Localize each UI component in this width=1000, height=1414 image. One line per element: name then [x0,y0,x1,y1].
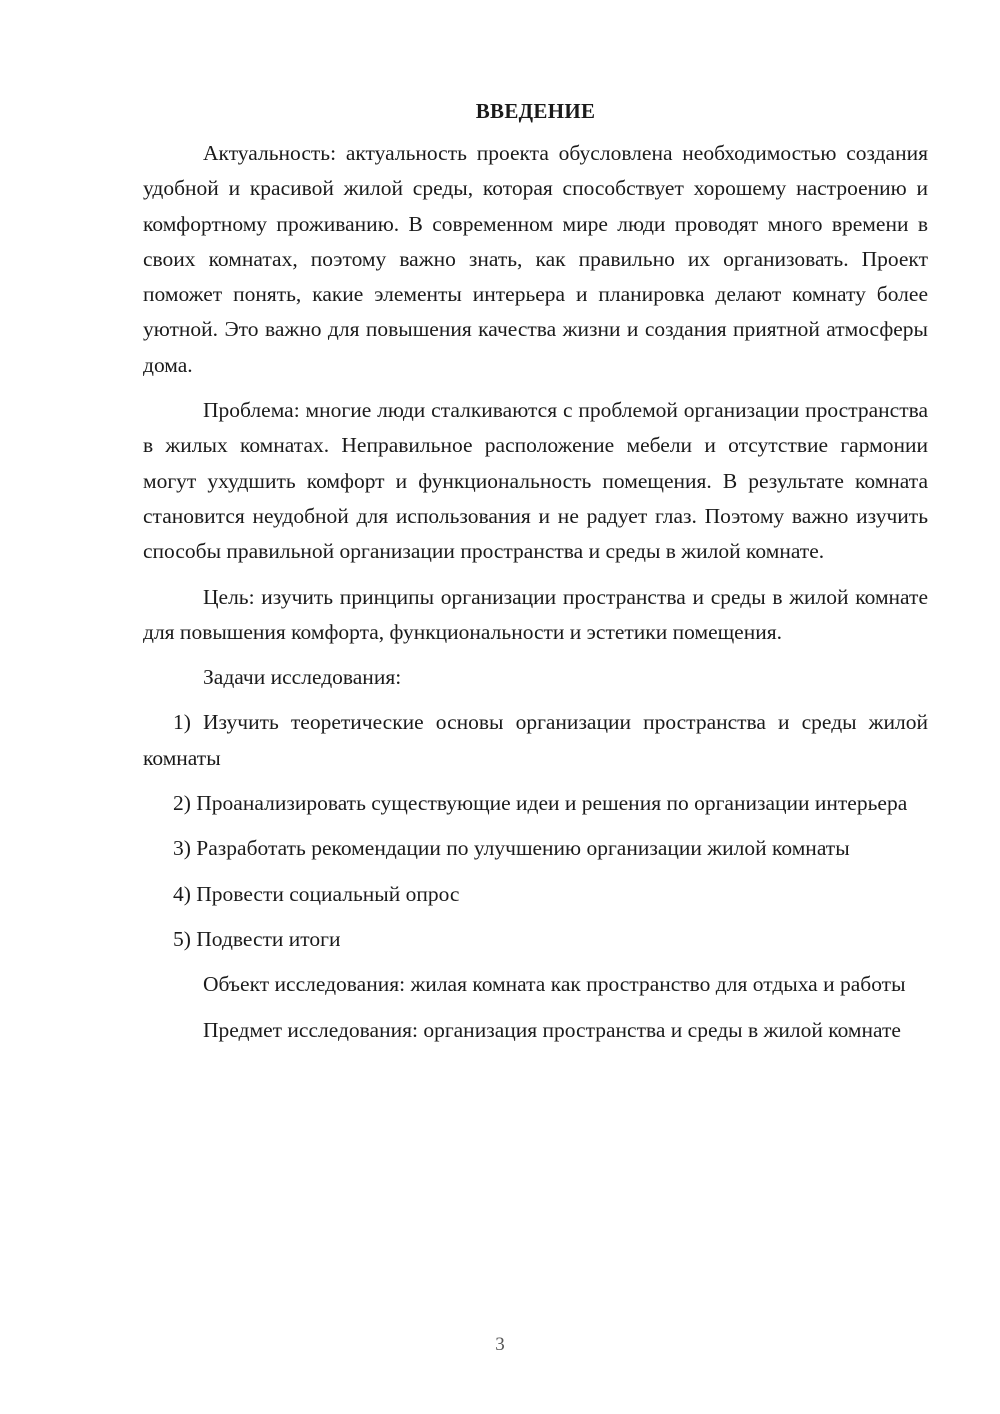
document-page [143,96,928,1058]
paragraph-object: Объект исследования: жилая комната как пространство для отдыха и работы [203,972,906,997]
page-title: ВВЕДЕНИЕ [475,99,596,123]
task-item-1: 1) Изучить теоретические основы организации пространства и среды жилой комнаты [143,710,928,770]
task-item-2: 2) Проанализировать существующие идеи и решения по организации интерьера [173,791,908,816]
paragraph-relevance: Актуальность: актуальность проекта обусловлена необходимостью создания удобной и красивой жилой среды, которая способствует хорошему настроению и комфортному проживанию. В современном мире люди проводят много времени в своих комнатах, поэтому важно знать, как правильно их организовать. Проект поможет понять, какие элементы интерьера и планировка делают комнату более уютной. Это важно для повышения качества жизни и создания приятной атмосферы дома. [143,141,928,377]
page-number: 3 [495,1334,505,1355]
paragraph-goal: Цель: изучить принципы организации пространства и среды в жилой комнате для повышения комфорта, функциональности и эстетики помещения. [143,584,928,644]
task-item-5: 5) Подвести итоги [173,926,341,951]
paragraph-problem: Проблема: многие люди сталкиваются с проблемой организации пространства в жилых комнатах. Неправильное расположение мебели и отсутствие гармонии могут ухудшить комфорт и функциональность помещения. В результате комната становится неудобной для использования и не радует глаз. Поэтому важно изучить способы правильной организации пространства и среды в жилой комнате. [143,398,928,564]
task-item-4: 4) Провести социальный опрос [173,881,460,906]
task-item-3: 3) Разработать рекомендации по улучшению организации жилой комнаты [173,836,850,861]
paragraph-tasks-heading: Задачи исследования: [203,665,402,690]
paragraph-subject: Предмет исследования: организация пространства и среды в жилой комнате [203,1017,901,1042]
